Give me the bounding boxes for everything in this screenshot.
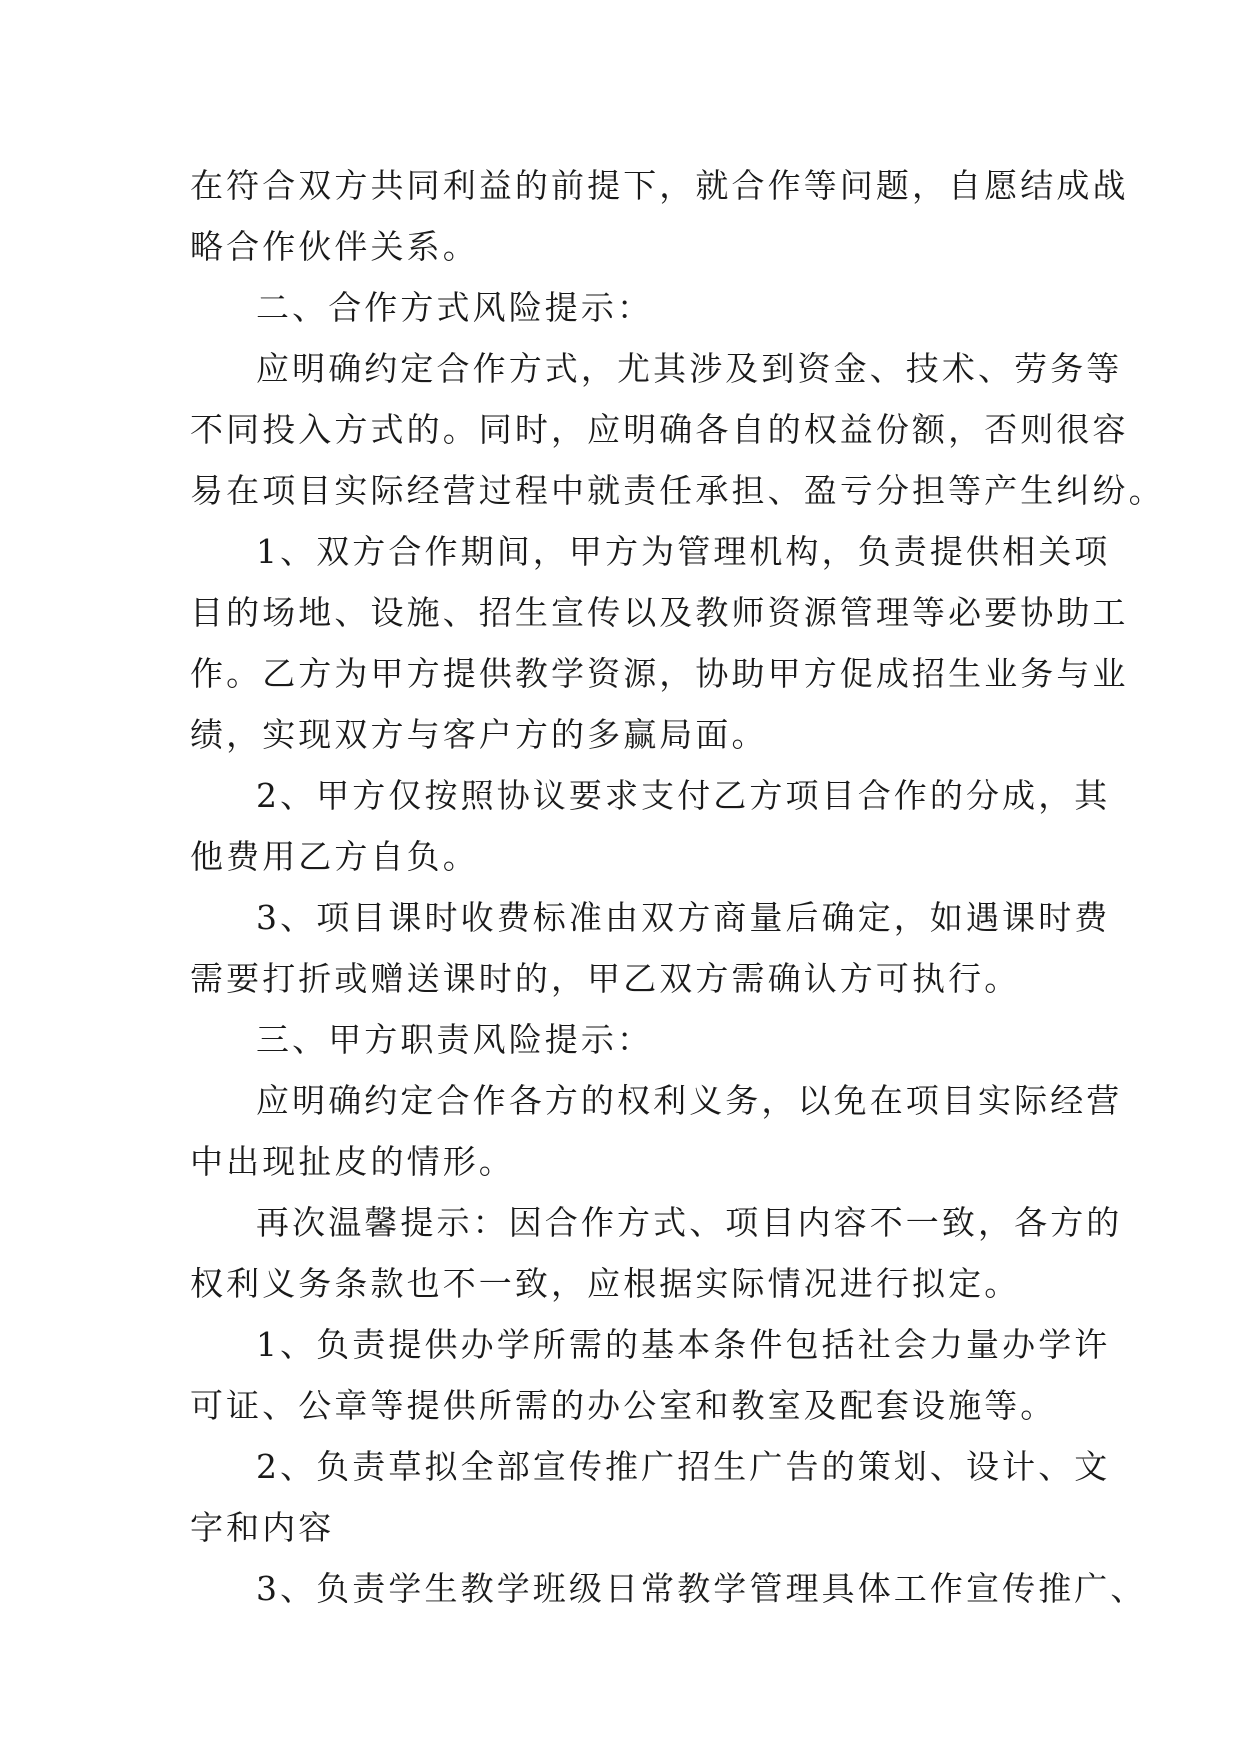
paragraph [190, 1070, 1123, 1192]
text-line: 目的场地、设施、招生宣传以及教师资源管理等必要协助工 [190, 593, 1129, 632]
text-line: 在符合双方共同利益的前提下，就合作等问题，自愿结成战 [190, 166, 1129, 205]
section-heading [190, 277, 1070, 338]
text-line: 需要打折或赠送课时的，甲乙双方需确认方可执行。 [190, 959, 1021, 998]
paragraph [190, 1192, 1123, 1314]
text-line: 绩，实现双方与客户方的多赢局面。 [190, 715, 768, 754]
text-line: 可证、公章等提供所需的办公室和教室及配套设施等。 [190, 1386, 1057, 1425]
text-line: 三、甲方职责风险提示： [256, 1020, 654, 1059]
document-page [190, 155, 1165, 1619]
text-line: 他费用乙方自负。 [190, 837, 479, 876]
list-item [190, 1314, 1111, 1436]
section-heading [190, 1009, 1070, 1070]
text-line: 中出现扯皮的情形。 [190, 1142, 515, 1181]
text-line: 应明确约定合作方式，尤其涉及到资金、技术、劳务等 [256, 349, 1123, 388]
list-item [190, 1436, 1111, 1558]
text-line: 应明确约定合作各方的权利义务，以免在项目实际经营 [256, 1081, 1123, 1120]
text-line: 2、负责草拟全部宣传推广招生广告的策划、设计、文 [256, 1447, 1111, 1486]
list-item [190, 1558, 1147, 1619]
text-line: 3、项目课时收费标准由双方商量后确定，如遇课时费 [256, 898, 1111, 937]
text-line: 二、合作方式风险提示： [256, 288, 654, 327]
text-line: 1、负责提供办学所需的基本条件包括社会力量办学许 [256, 1325, 1111, 1364]
list-item [190, 521, 1129, 765]
text-line: 易在项目实际经营过程中就责任承担、盈亏分担等产生纠纷。 [190, 471, 1165, 510]
list-item [190, 765, 1111, 887]
text-line: 略合作伙伴关系。 [190, 227, 479, 266]
text-line: 字和内容 [190, 1508, 335, 1547]
paragraph [190, 155, 1129, 277]
text-line: 3、负责学生教学班级日常教学管理具体工作宣传推广、 [256, 1569, 1147, 1608]
paragraph [190, 338, 1165, 521]
text-line: 作。乙方为甲方提供教学资源，协助甲方促成招生业务与业 [190, 654, 1129, 693]
text-line: 再次温馨提示：因合作方式、项目内容不一致，各方的 [256, 1203, 1123, 1242]
text-line: 不同投入方式的。同时，应明确各自的权益份额，否则很容 [190, 410, 1129, 449]
text-line: 2、甲方仅按照协议要求支付乙方项目合作的分成，其 [256, 776, 1111, 815]
list-item [190, 887, 1111, 1009]
text-line: 权利义务条款也不一致，应根据实际情况进行拟定。 [190, 1264, 1021, 1303]
text-line: 1、双方合作期间，甲方为管理机构，负责提供相关项 [256, 532, 1111, 571]
